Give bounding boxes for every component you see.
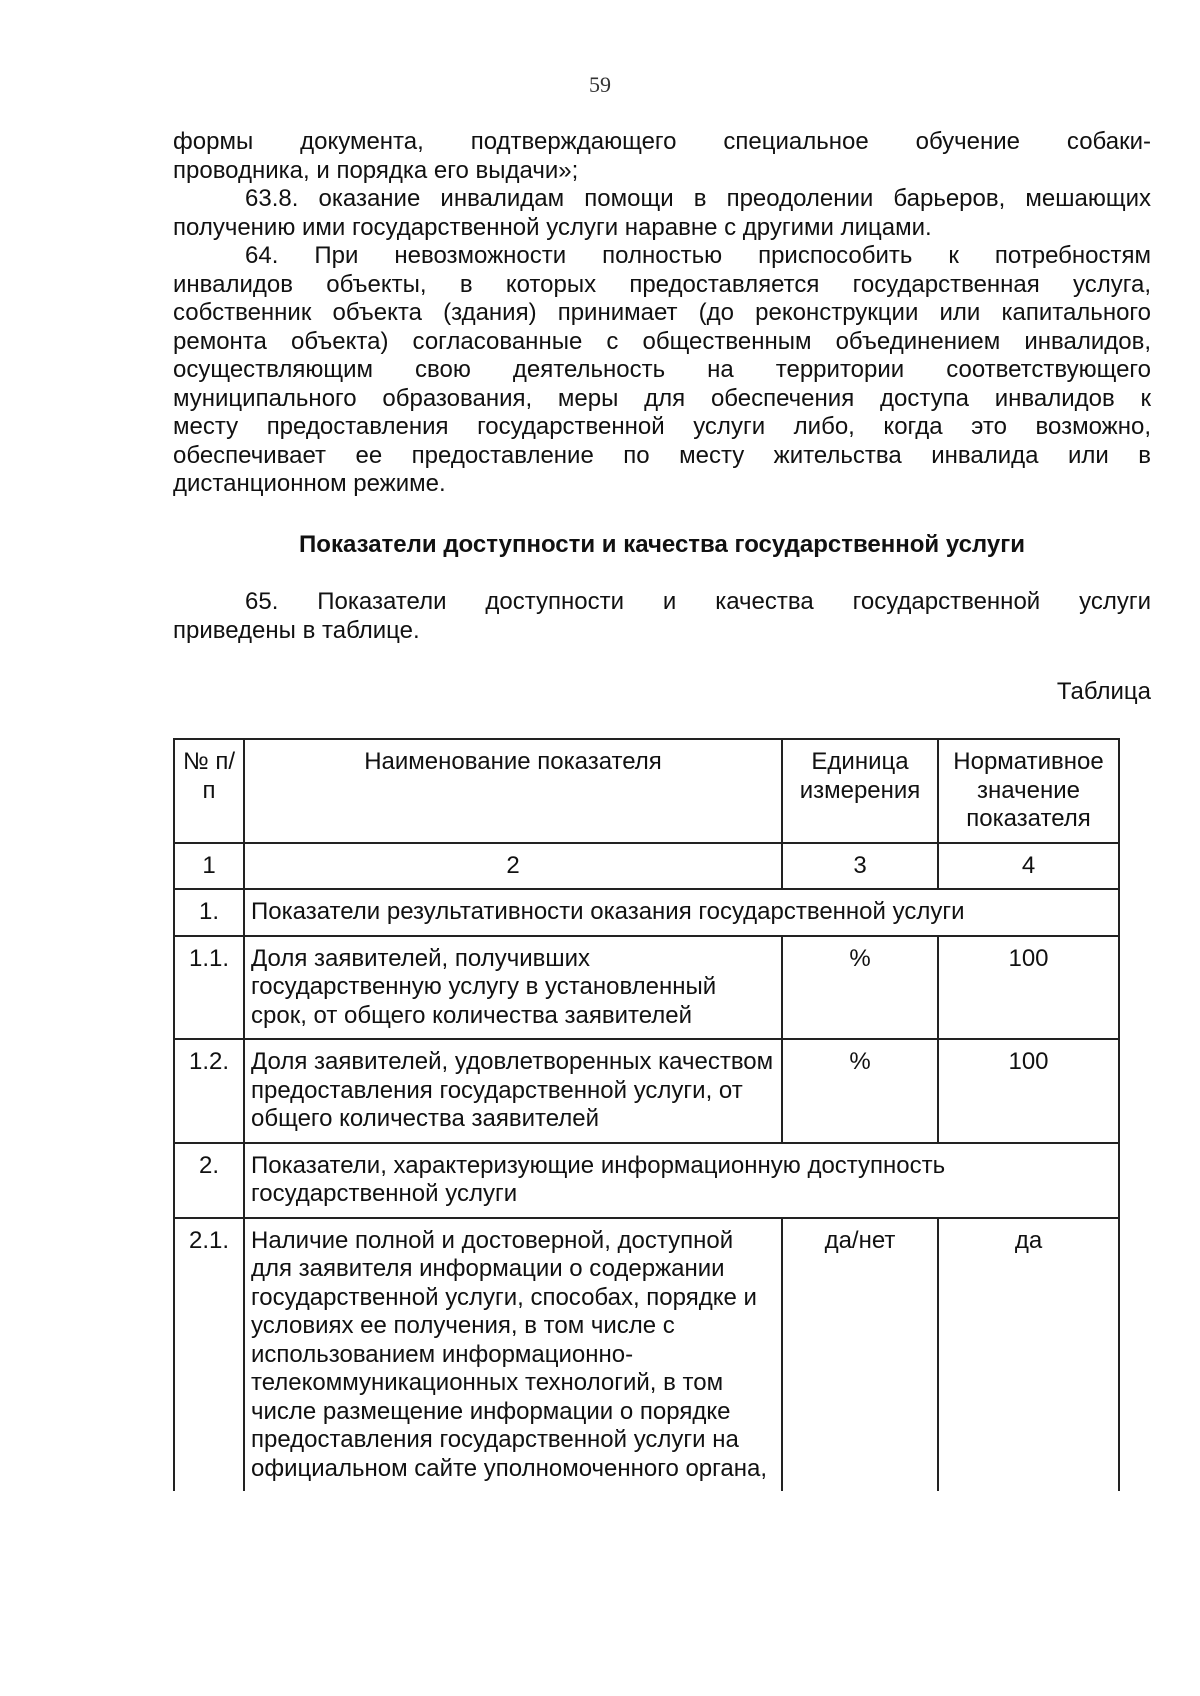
- text-line: дистанционном режиме.: [173, 470, 446, 497]
- text-line: 64. При невозможности полностью приспособить к потребностям: [245, 242, 1151, 269]
- indicator-value: да: [938, 1218, 1119, 1492]
- column-number-row: [174, 843, 1119, 890]
- column-number: 3: [782, 843, 938, 890]
- indicators-table: [173, 738, 1120, 1491]
- column-number: 4: [938, 843, 1119, 890]
- indicator-name: Наличие полной и достоверной, доступной для заявителя информации о содержании государственной услуги, способах, порядке и условиях ее получения, в том числе с использованием информационно-телекоммуникационных технологий, в том числе размещение информации о порядке предоставления государственной услуги на официальном сайте уполномоченного органа,: [244, 1218, 782, 1492]
- indicator-name: Доля заявителей, удовлетворенных качеством предоставления государственной услуги, от общего количества заявителей: [244, 1039, 782, 1143]
- text-line: 63.8. оказание инвалидам помощи в преодолении барьеров, мешающих: [245, 185, 1151, 212]
- row-number: 2.: [174, 1143, 244, 1218]
- row-number: 1.2.: [174, 1039, 244, 1143]
- header-value: Нормативное значение показателя: [938, 739, 1119, 843]
- header-unit: Единица измерения: [782, 739, 938, 843]
- column-number: 1: [174, 843, 244, 890]
- text-line: формы документа, подтверждающего специальное обучение собаки-: [173, 128, 1151, 155]
- table-row: [174, 1218, 1119, 1492]
- text-line: месту предоставления государственной услуги либо, когда это возможно,: [173, 413, 1151, 440]
- page-number: 59: [589, 72, 611, 97]
- indicator-value: 100: [938, 936, 1119, 1040]
- paragraph-dog-document: [173, 128, 1151, 185]
- header-num: № п/п: [174, 739, 244, 843]
- paragraph-64: [173, 242, 1151, 499]
- table-header-row: [174, 739, 1119, 843]
- table-row: [174, 1039, 1119, 1143]
- section-title: Показатели результативности оказания государственной услуги: [244, 889, 1119, 936]
- row-number: 1.1.: [174, 936, 244, 1040]
- indicator-unit: да/нет: [782, 1218, 938, 1492]
- body-text-intro: [173, 588, 1151, 645]
- text-line: обеспечивает ее предоставление по месту жительства инвалида или в: [173, 441, 1151, 469]
- text-line: ремонта объекта) согласованные с общественным объединением инвалидов,: [173, 327, 1151, 355]
- text-line: собственник объекта (здания) принимает (до реконструкции или капитального: [173, 299, 1151, 326]
- row-number: 1.: [174, 889, 244, 936]
- indicator-unit: %: [782, 1039, 938, 1143]
- table-section-row: [174, 1143, 1119, 1218]
- indicator-value: 100: [938, 1039, 1119, 1143]
- column-number: 2: [244, 843, 782, 890]
- text-line: инвалидов объекты, в которых предоставляется государственная услуга,: [173, 270, 1151, 298]
- indicator-unit: %: [782, 936, 938, 1040]
- text-line: приведены в таблице.: [173, 616, 420, 644]
- indicator-name: Доля заявителей, получивших государственную услугу в установленный срок, от общего количества заявителей: [244, 936, 782, 1040]
- text-line: осуществляющим свою деятельность на территории соответствующего: [173, 356, 1151, 383]
- row-number: 2.1.: [174, 1218, 244, 1492]
- paragraph-65: [173, 588, 1151, 645]
- table-row: [174, 936, 1119, 1040]
- text-line: муниципального образования, меры для обеспечения доступа инвалидов к: [173, 384, 1151, 412]
- section-title: Показатели, характеризующие информационную доступность государственной услуги: [244, 1143, 1119, 1218]
- paragraph-63-8: [173, 185, 1151, 242]
- text-line: получению ими государственной услуги наравне с другими лицами.: [173, 213, 932, 241]
- text-line: 65. Показатели доступности и качества государственной услуги: [245, 588, 1151, 615]
- table-section-row: [174, 889, 1119, 936]
- table-label: Таблица: [1056, 678, 1151, 705]
- section-heading: Показатели доступности и качества государственной услуги: [299, 531, 1025, 558]
- header-name: Наименование показателя: [244, 739, 782, 843]
- body-text-top: [173, 128, 1151, 499]
- text-line: проводника, и порядка его выдачи»;: [173, 156, 579, 184]
